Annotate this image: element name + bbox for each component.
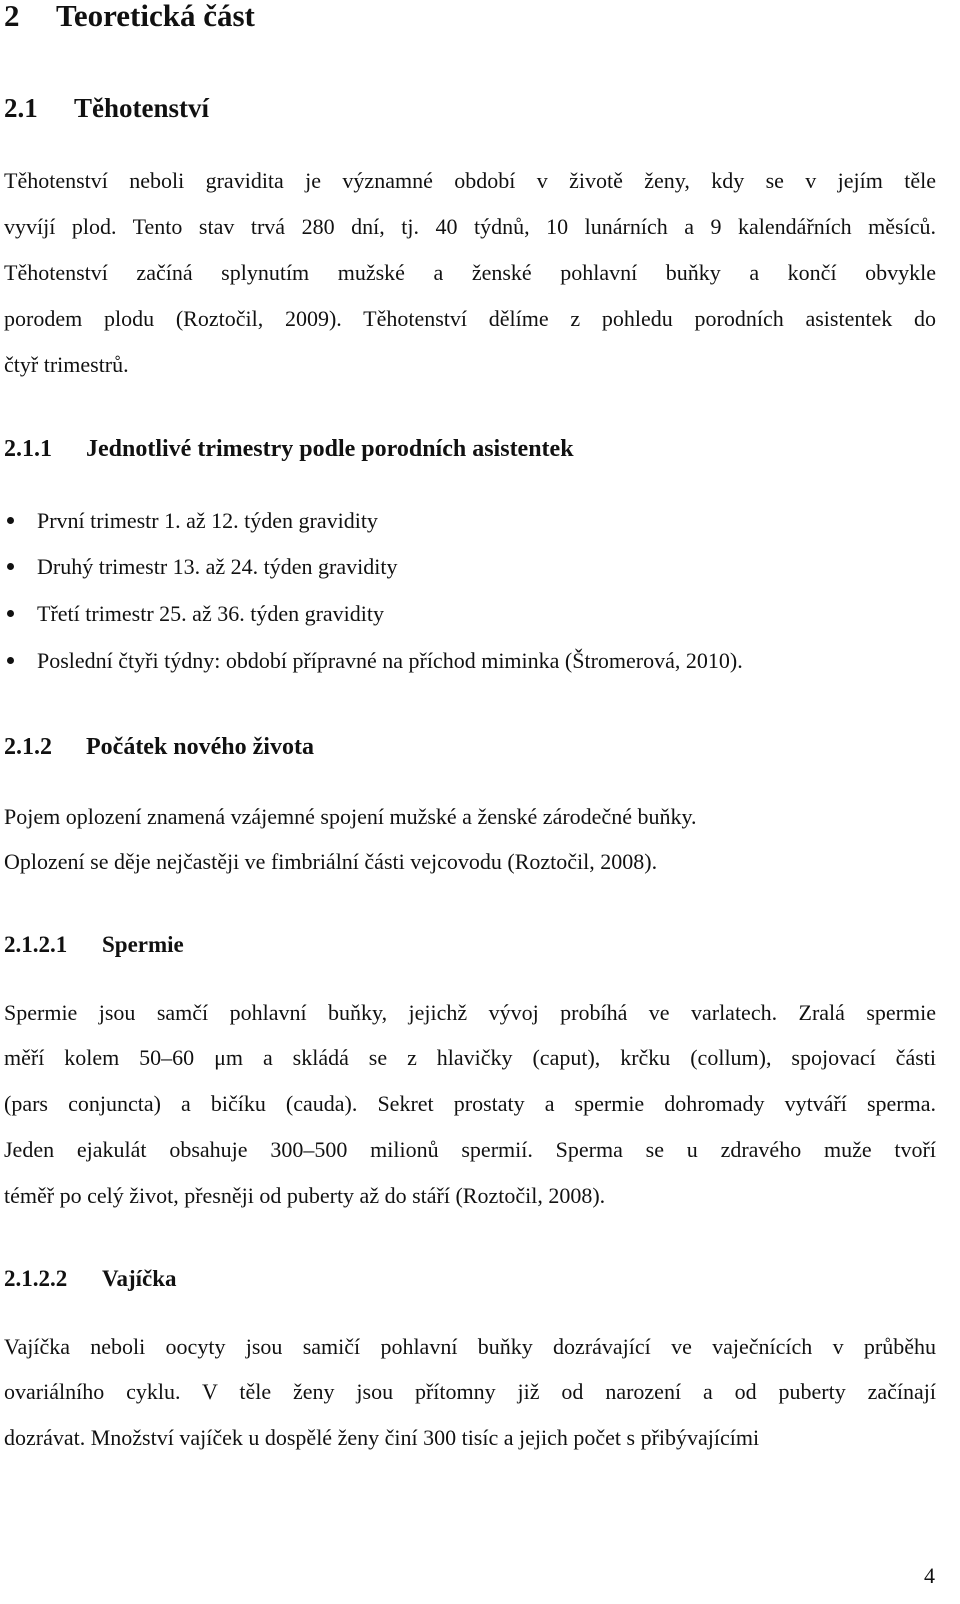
section-number: 2.1 bbox=[4, 93, 38, 123]
paragraph-line: měří kolem 50–60 μm a skládá se z hlavičky (caput), krčku (collum), spojovací části bbox=[4, 1045, 936, 1070]
bullet-item: Třetí trimestr 25. až 36. týden gravidity bbox=[7, 601, 384, 627]
paragraph-line: Oplození se děje nejčastěji ve fimbriální části vejcovodu (Roztočil, 2008). bbox=[4, 849, 658, 874]
subsection-number: 2.1.1 bbox=[4, 436, 52, 462]
bullet-icon bbox=[7, 657, 14, 664]
subsubsection-number: 2.1.2.2 bbox=[4, 1266, 68, 1291]
paragraph-line: Těhotenství neboli gravidita je významné období v životě ženy, kdy se v jejím těle bbox=[4, 168, 936, 193]
bullet-icon bbox=[7, 517, 14, 524]
paragraph-line: porodem plodu (Roztočil, 2009). Těhotenství dělíme z pohledu porodních asistentek do bbox=[4, 306, 936, 331]
subsubsection-heading bbox=[4, 1266, 177, 1292]
subsection-title: Jednotlivé trimestry podle porodních asistentek bbox=[86, 436, 574, 462]
subsection-heading bbox=[4, 436, 574, 463]
page-number: 4 bbox=[924, 1563, 935, 1588]
bullet-item: Druhý trimestr 13. až 24. týden gravidity bbox=[7, 554, 397, 580]
paragraph-line: vyvíjí plod. Tento stav trvá 280 dní, tj. 40 týdnů, 10 lunárních a 9 kalendářních měsíců. bbox=[4, 214, 936, 239]
subsection-number: 2.1.2 bbox=[4, 734, 52, 760]
subsubsection-number: 2.1.2.1 bbox=[4, 932, 68, 957]
section-title: Těhotenství bbox=[74, 93, 209, 123]
subsubsection-title: Spermie bbox=[102, 932, 184, 957]
subsubsection-heading bbox=[4, 932, 184, 958]
paragraph-line: téměř po celý život, přesněji od puberty až do stáří (Roztočil, 2008). bbox=[4, 1183, 606, 1208]
paragraph-line: Jeden ejakulát obsahuje 300–500 milionů spermií. Sperma se u zdravého muže tvoří bbox=[4, 1137, 936, 1162]
paragraph-line: Těhotenství začíná splynutím mužské a ženské pohlavní buňky a končí obvykle bbox=[4, 260, 936, 285]
chapter-number: 2 bbox=[4, 0, 20, 33]
chapter-heading bbox=[4, 0, 255, 34]
paragraph-line: (pars conjuncta) a bičíku (cauda). Sekret prostaty a spermie dohromady vytváří sperma. bbox=[4, 1091, 936, 1116]
subsubsection-title: Vajíčka bbox=[102, 1266, 177, 1291]
paragraph-line: Spermie jsou samčí pohlavní buňky, jejichž vývoj probíhá ve varlatech. Zralá spermie bbox=[4, 1000, 936, 1025]
paragraph-line: Vajíčka neboli oocyty jsou samičí pohlavní buňky dozrávající ve vaječnících v průběhu bbox=[4, 1334, 936, 1359]
subsection-heading bbox=[4, 734, 314, 761]
section-heading bbox=[4, 93, 209, 124]
paragraph-line: dozrávat. Množství vajíček u dospělé ženy činí 300 tisíc a jejich počet s přibývajícími bbox=[4, 1425, 760, 1450]
paragraph-line: Pojem oplození znamená vzájemné spojení mužské a ženské zárodečné buňky. bbox=[4, 804, 697, 829]
bullet-icon bbox=[7, 563, 14, 570]
paragraph-line: ovariálního cyklu. V těle ženy jsou přítomny již od narození a od puberty začínají bbox=[4, 1379, 936, 1404]
bullet-icon bbox=[7, 610, 14, 617]
chapter-title: Teoretická část bbox=[56, 0, 255, 33]
subsection-title: Počátek nového života bbox=[86, 734, 314, 760]
bullet-item: Poslední čtyři týdny: období přípravné na příchod miminka (Štromerová, 2010). bbox=[7, 648, 743, 674]
bullet-item: První trimestr 1. až 12. týden gravidity bbox=[7, 508, 378, 534]
paragraph-line: čtyř trimestrů. bbox=[4, 352, 129, 377]
